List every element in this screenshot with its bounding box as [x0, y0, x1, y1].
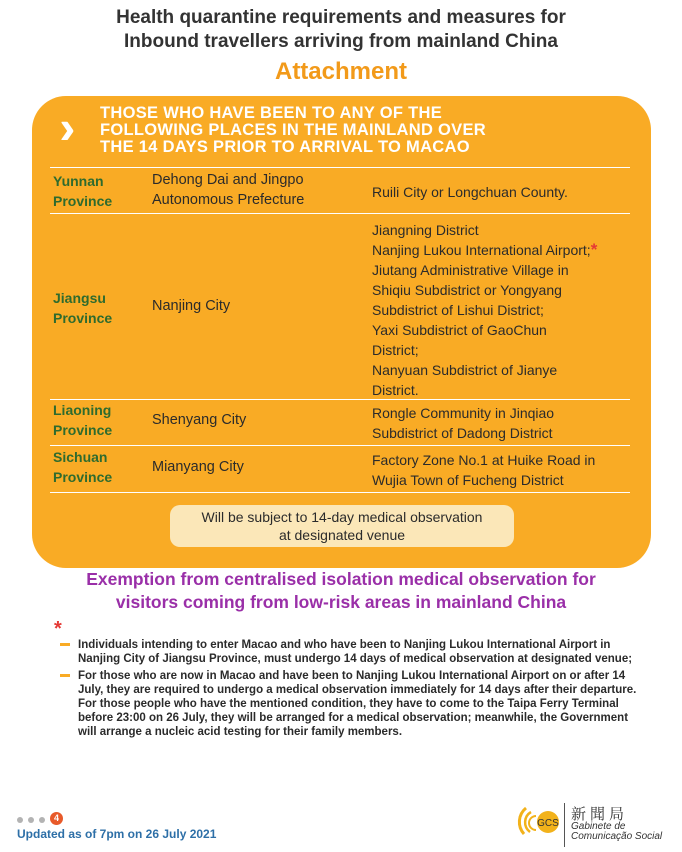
city-name [152, 296, 362, 316]
current-page-badge: 4 [50, 812, 63, 825]
place-list [372, 220, 634, 400]
place-line: Jiangning District [372, 222, 479, 238]
place-line: Wujia Town of Fucheng District [372, 472, 564, 488]
asterisk-icon: * [54, 618, 62, 640]
place-line: Subdistrict of Dadong District [372, 425, 553, 441]
list-item [60, 669, 642, 739]
city-line: Shenyang City [152, 412, 247, 428]
title-line-2: Inbound travellers arriving from mainland China [124, 31, 558, 52]
place-line: Jiutang Administrative Village in [372, 262, 569, 278]
page-dot [39, 817, 45, 823]
place-line: Rongle Community in Jinqiao [372, 405, 555, 421]
exemption-heading [20, 568, 662, 614]
place-line: District. [372, 382, 419, 398]
notes-list [60, 638, 642, 742]
observation-notice [170, 505, 514, 547]
logo-pt-line-2: Comunicação Social [571, 831, 663, 842]
province-line: Province [53, 422, 113, 438]
place-line: Shiqiu Subdistrict or Yongyang [372, 282, 562, 298]
place-line: Subdistrict of Lishui District; [372, 302, 544, 318]
banner-line-3: THE 14 DAYS PRIOR TO ARRIVAL TO MACAO [100, 138, 470, 156]
table-row-jiangsu [50, 213, 630, 400]
city-line: Mianyang City [152, 459, 244, 475]
city-name [152, 457, 362, 477]
place-line: Ruili City or Longchuan County. [372, 184, 568, 200]
observation-line-1: Will be subject to 14-day medical observation [201, 509, 483, 525]
note-text: Individuals intending to enter Macao and who have been to Nanjing Lukou International Airport in Nanjing City of Jiangsu Province, must undergo 14 days of medical observation at designated venue; [78, 639, 633, 665]
observation-line-2: at designated venue [278, 527, 406, 543]
place-line-airport [372, 240, 634, 260]
place-line: Nanjing Lukou International Airport; [372, 242, 591, 258]
province-line: Jiangsu [53, 290, 106, 306]
page-title [0, 6, 682, 54]
exemption-line-1: Exemption from centralised isolation medical observation for [86, 569, 596, 589]
province-line: Province [53, 193, 113, 209]
province-line: Province [53, 310, 113, 326]
list-item [60, 638, 642, 666]
page-indicator [17, 810, 63, 828]
province-line: Sichuan [53, 449, 108, 465]
table-row-sichuan [50, 445, 630, 493]
place-list [372, 403, 634, 443]
dash-bullet-icon [60, 674, 70, 677]
logo-chinese-text: 新聞局 [571, 805, 629, 823]
province-line: Liaoning [53, 402, 112, 418]
banner-heading [100, 105, 620, 156]
province-line: Province [53, 469, 113, 485]
dash-bullet-icon [60, 643, 70, 646]
table-row-yunnan [50, 167, 630, 214]
logo-divider [564, 803, 565, 847]
province-name [53, 400, 148, 440]
banner-line-2: FOLLOWING PLACES IN THE MAINLAND OVER [100, 121, 487, 139]
logo-pt-line-1: Gabinete de [571, 821, 626, 832]
place-line: Factory Zone No.1 at Huike Road in [372, 452, 596, 468]
logo-portuguese-text [571, 822, 662, 842]
table-row-liaoning [50, 399, 630, 446]
title-line-1: Health quarantine requirements and measures for [116, 7, 566, 28]
province-name [53, 447, 148, 487]
place-list [372, 182, 634, 202]
page-dot [28, 817, 34, 823]
page-subtitle: Attachment [274, 58, 407, 85]
city-line: Autonomous Prefecture [152, 192, 305, 208]
city-line: Dehong Dai and Jingpo [152, 172, 304, 188]
logo-abbr: GCS [537, 818, 559, 829]
province-name [53, 288, 148, 328]
place-line: Yaxi Subdistrict of GaoChun [372, 322, 547, 338]
city-name [152, 170, 362, 210]
city-line: Nanjing City [152, 298, 231, 314]
note-text: For those who are now in Macao and have been to Nanjing Lukou International Airport on or after 14 July, they are required to undergo a medical observation immediately for 14 days after their departure. For those people who have the mentioned condition, they have to come to the Taipa Ferry Terminal before 23:00 on 26 July, they will be arranged for a medical observation; meanwhile, the Government will arrange a nucleic acid testing for their family members. [78, 670, 637, 738]
city-name [152, 410, 362, 430]
gcs-logo-icon [516, 800, 560, 844]
place-list [372, 450, 634, 490]
updated-timestamp: Updated as of 7pm on 26 July 2021 [17, 827, 217, 841]
province-line: Yunnan [53, 173, 104, 189]
province-name [53, 171, 148, 211]
asterisk-icon: * [590, 240, 598, 259]
place-line: Nanyuan Subdistrict of Jianye [372, 362, 558, 378]
place-line: District; [372, 342, 419, 358]
page-dot [17, 817, 23, 823]
banner-line-1: THOSE WHO HAVE BEEN TO ANY OF THE [100, 104, 443, 122]
exemption-line-2: visitors coming from low-risk areas in mainland China [115, 592, 567, 612]
